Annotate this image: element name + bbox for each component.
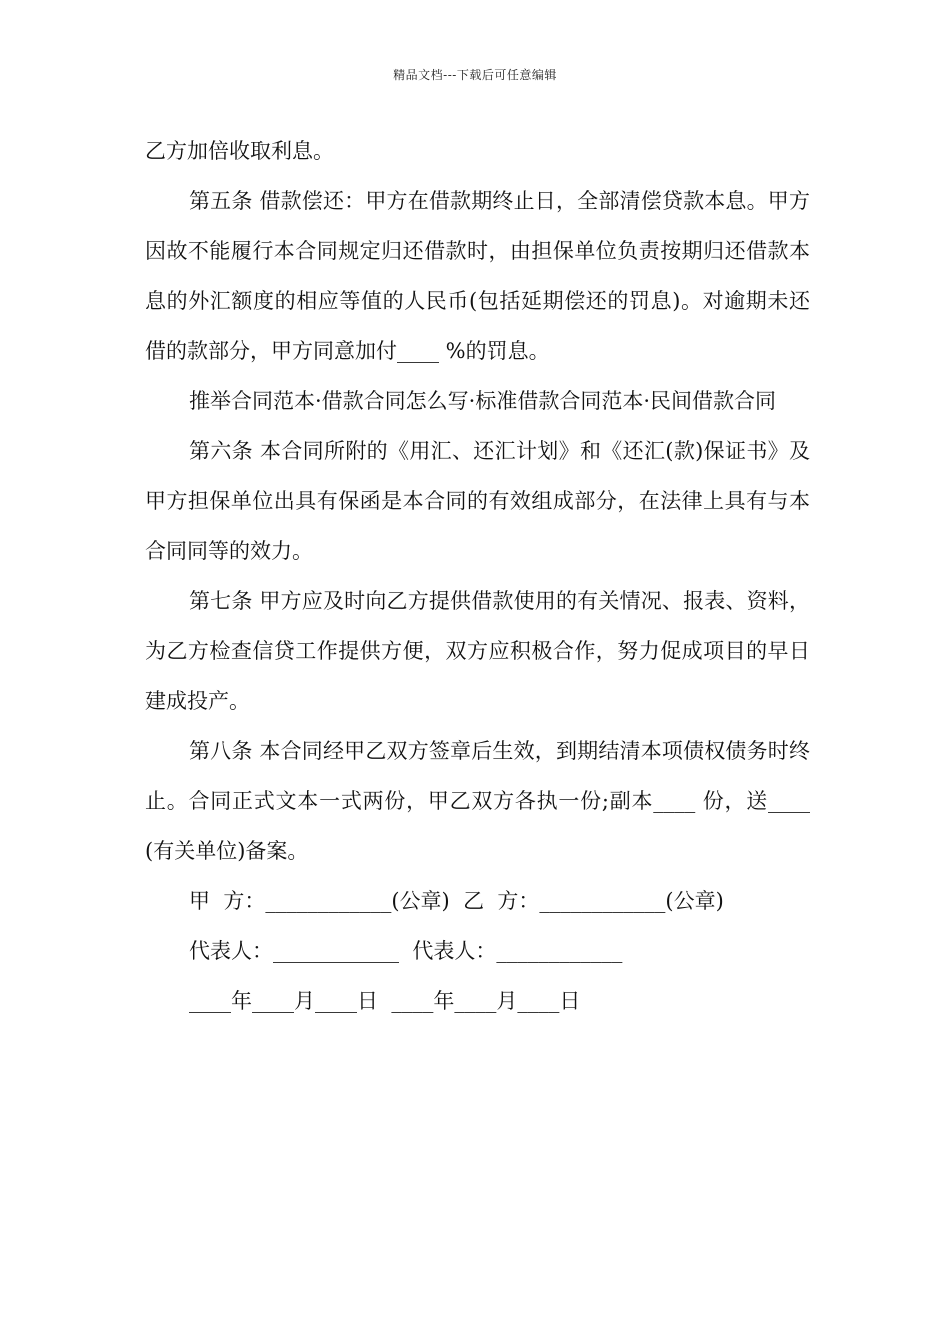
paragraph-article-7: 第七条 甲方应及时向乙方提供借款使用的有关情况、报表、资料，为乙方检查信贷工作提供方便，双方应积极合作，努力促成项目的早日建成投产。 bbox=[145, 589, 810, 713]
document-body bbox=[145, 126, 810, 1026]
paragraph-article-8: 第八条 本合同经甲乙双方签章后生效，到期结清本项债权债务时终止。合同正式文本一式两份，甲乙双方各执一份;副本____ 份，送____ (有关单位)备案。 bbox=[145, 739, 810, 863]
paragraph-article-5: 第五条 借款偿还：甲方在借款期终止日，全部清偿贷款本息。甲方因故不能履行本合同规定归还借款时，由担保单位负责按期归还借款本息的外汇额度的相应等值的人民币(包括延期偿还的罚息)。对逾期未还借的款部分，甲方同意加付____ %的罚息。 bbox=[145, 189, 810, 363]
page-header: 精品文档---下载后可任意编辑 bbox=[393, 68, 557, 82]
paragraph-recommended-templates: 推举合同范本·借款合同怎么写·标准借款合同范本·民间借款合同 bbox=[189, 389, 777, 413]
signature-dates-line: ____年____月____日 ____年____月____日 bbox=[189, 989, 581, 1013]
signature-representatives-line: 代表人：____________ 代表人：____________ bbox=[189, 939, 623, 963]
signature-parties-line: 甲 方：____________(公章) 乙 方：____________(公章) bbox=[189, 889, 724, 913]
paragraph-article-6: 第六条 本合同所附的《用汇、还汇计划》和《还汇(款)保证书》及甲方担保单位出具有保函是本合同的有效组成部分，在法律上具有与本合同同等的效力。 bbox=[145, 439, 810, 563]
paragraph-interest-continuation: 乙方加倍收取利息。 bbox=[145, 139, 334, 163]
